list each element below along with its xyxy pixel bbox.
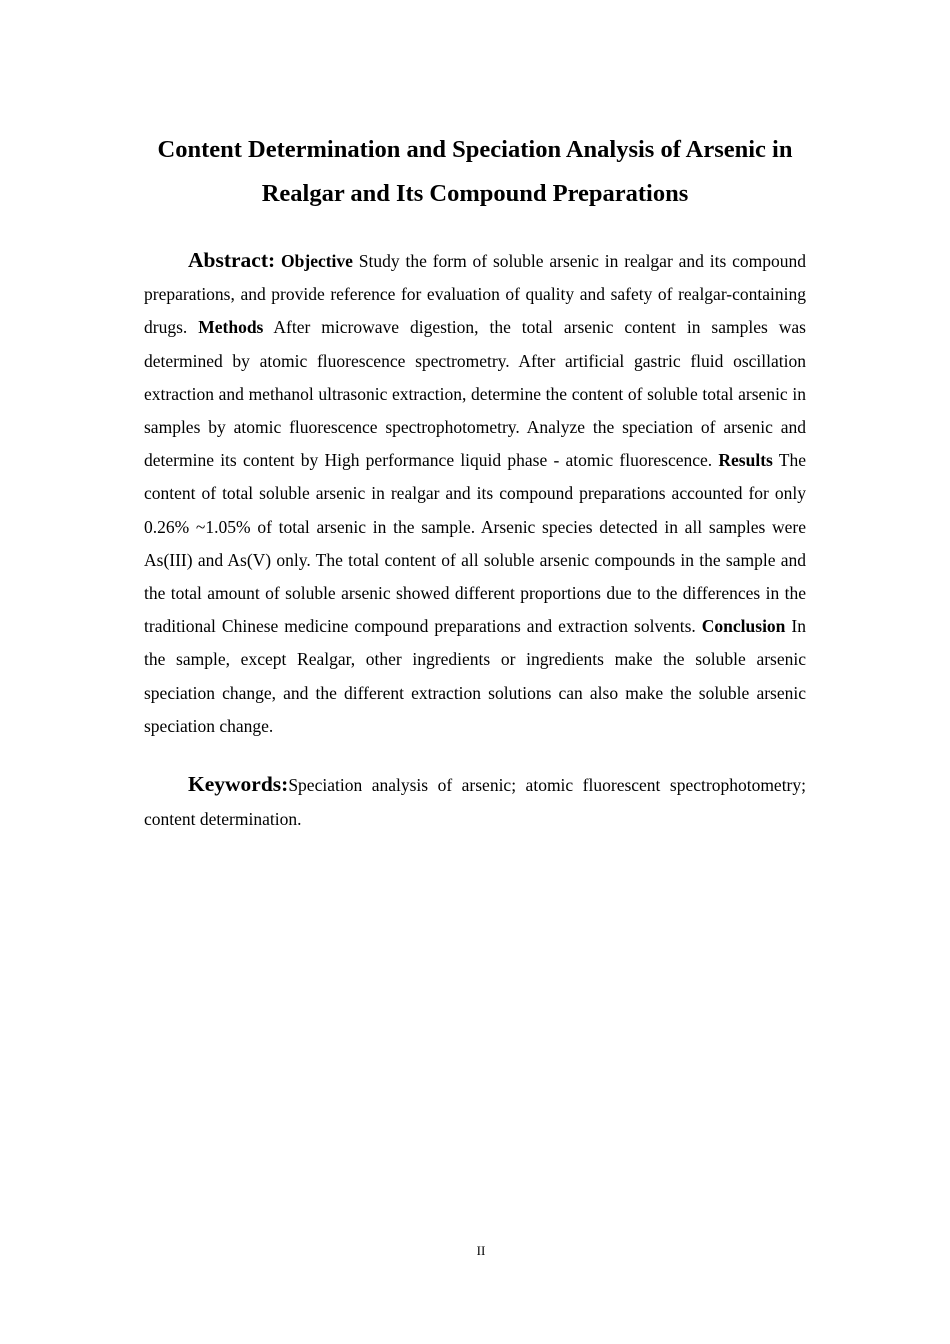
keywords-heading: Keywords: (188, 772, 289, 797)
abstract-paragraph (144, 244, 806, 743)
title-line-2: Realgar and Its Compound Preparations (261, 180, 689, 207)
methods-text: After microwave digestion, the total arsenic content in samples was determined by atomic fluorescence spectrometry. After artificial gastric fluid oscillation extraction and methanol ultrasonic extraction, determine the content of soluble total arsenic in samples by atomic fluorescence spectrophotometry. Analyze the speciation of arsenic and determine its content by High performance liquid phase - atomic fluorescence. (144, 317, 806, 471)
page-number: II (476, 1243, 486, 1258)
conclusion-label: Conclusion (701, 616, 786, 637)
keywords-paragraph (144, 767, 806, 836)
abstract-heading: Abstract: (188, 248, 276, 272)
results-text: The content of total soluble arsenic in realgar and its compound preparations accounted for only 0.26% ~1.05% of total arsenic in the sample. Arsenic species detected in all samples were As(III) and As(V) only. The total content of all soluble arsenic compounds in the sample and the total amount of soluble arsenic showed different proportions due to the differences in the traditional Chinese medicine compound preparations and extraction solvents. (144, 450, 806, 637)
paper-page (144, 128, 806, 836)
objective-label: Objective (281, 251, 353, 271)
methods-label: Methods (198, 317, 264, 338)
title-line-1: Content Determination and Speciation Analysis of Arsenic in (157, 136, 793, 163)
objective-text: Study the form of soluble arsenic in realgar and its compound preparations, and provide reference for evaluation of quality and safety of realgar-containing drugs. (144, 251, 806, 338)
conclusion-text: In the sample, except Realgar, other ingredients or ingredients make the soluble arsenic speciation change, and the different extraction solutions can also make the soluble arsenic speciation change. (144, 616, 806, 736)
results-label: Results (718, 450, 773, 471)
keywords-text: Speciation analysis of arsenic; atomic fluorescent spectrophotometry; content determination. (144, 775, 806, 830)
paper-title (144, 128, 806, 216)
